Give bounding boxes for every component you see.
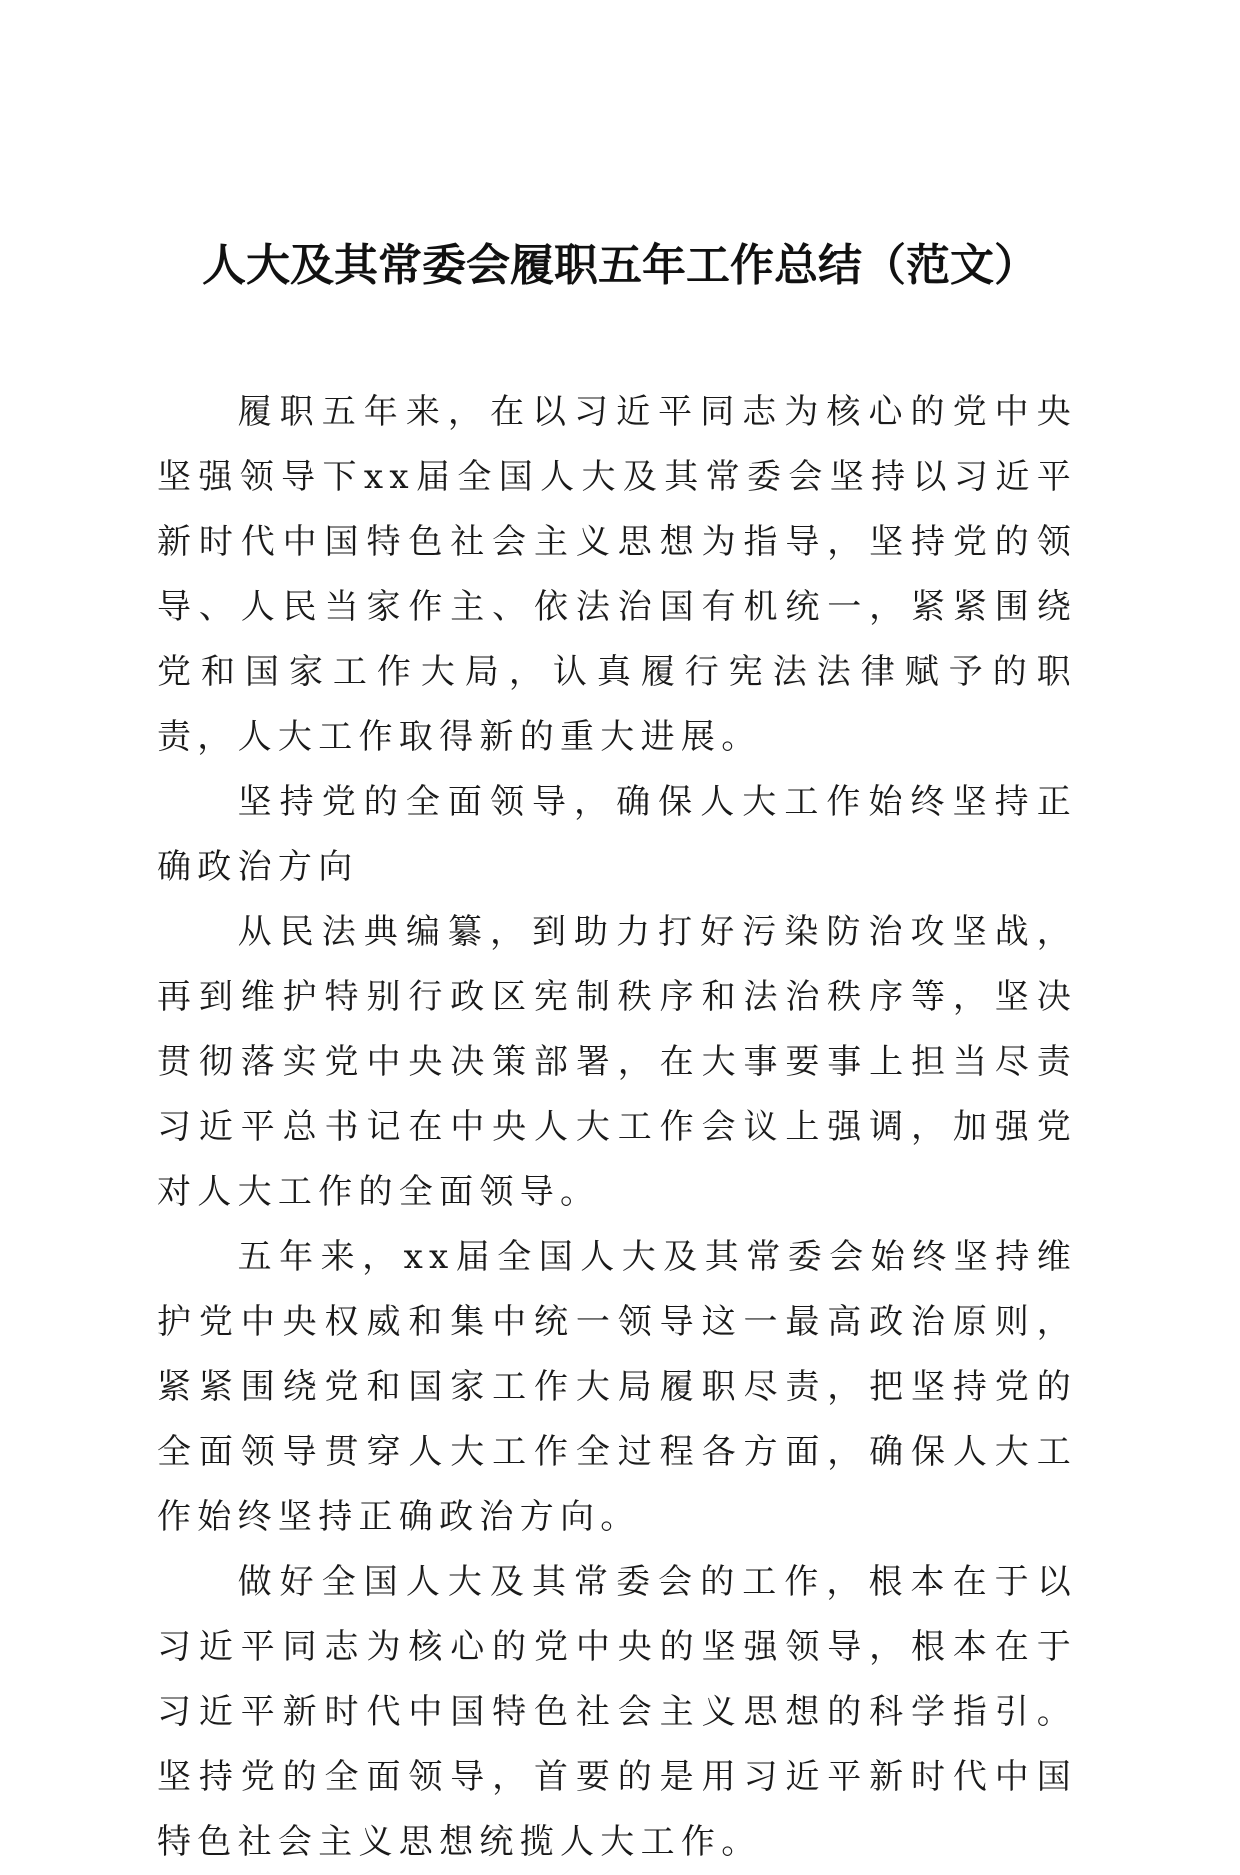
paragraph-five-years: 五年来，xx届全国人大及其常委会始终坚持维护党中央权威和集中统一领导这一最高政治原则，紧紧围绕党和国家工作大局履职尽责，把坚持党的全面领导贯穿人大工作全过程各方面，确保人大工作始终坚持正确政治方向。: [157, 1237, 1077, 1537]
document-body: [157, 380, 1077, 1875]
paragraph-civil-code: 从民法典编纂，到助力打好污染防治攻坚战，再到维护特别行政区宪制秩序和法治秩序等，坚决贯彻落实党中央决策部署，在大事要事上担当尽责习近平总书记在中央人大工作会议上强调，加强党对人大工作的全面领导。: [157, 912, 1077, 1212]
paragraph-leadership: 做好全国人大及其常委会的工作，根本在于以习近平同志为核心的党中央的坚强领导，根本在于习近平新时代中国特色社会主义思想的科学指引。坚持党的全面领导，首要的是用习近平新时代中国特色社会主义思想统揽人大工作。: [157, 1562, 1077, 1862]
paragraph-intro: 履职五年来，在以习近平同志为核心的党中央坚强领导下xx届全国人大及其常委会坚持以习近平新时代中国特色社会主义思想为指导，坚持党的领导、人民当家作主、依法治国有机统一，紧紧围绕党和国家工作大局，认真履行宪法法律赋予的职责，人大工作取得新的重大进展。: [157, 392, 1077, 757]
paragraph-heading: 坚持党的全面领导，确保人大工作始终坚持正确政治方向: [157, 782, 1077, 887]
document-title: 人大及其常委会履职五年工作总结（范文）: [202, 240, 1038, 291]
